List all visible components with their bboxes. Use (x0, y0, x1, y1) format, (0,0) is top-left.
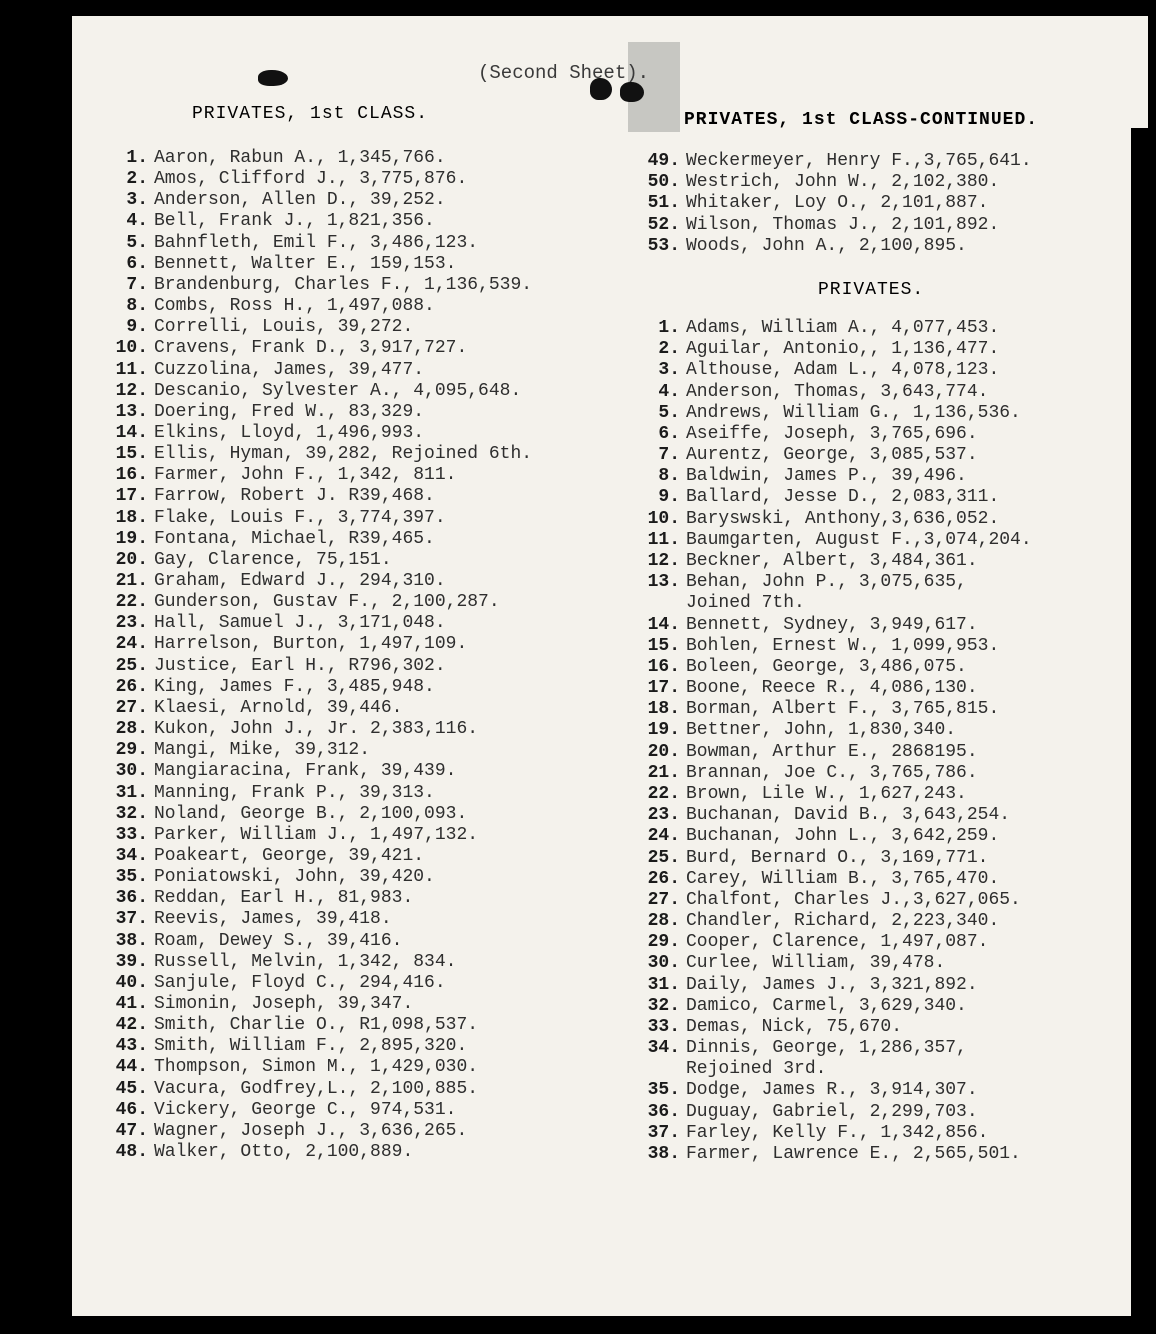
entry-number: 42. (115, 1015, 148, 1036)
pfc-entry (98, 656, 446, 677)
entry-text: Farley, Kelly F., 1,342,856. (686, 1122, 989, 1143)
privates-heading: PRIVATES. (818, 280, 925, 300)
entry-text: Wagner, Joseph J., 3,636,265. (154, 1120, 468, 1141)
entry-number: 4. (126, 211, 148, 232)
pfc-entry (98, 486, 435, 507)
entry-number: 4. (658, 381, 680, 402)
entry-text: Fontana, Michael, R39,465. (154, 528, 435, 549)
entry-number: 26. (115, 676, 148, 697)
pfc-entry (98, 465, 456, 486)
entry-number: 23. (647, 805, 680, 826)
entry-number: 18. (647, 699, 680, 720)
entry-number: 50. (647, 172, 680, 193)
entry-text: Cooper, Clarence, 1,497,087. (686, 932, 989, 953)
entry-text: Farrow, Robert J. R39,468. (154, 486, 435, 507)
entry-text: Andrews, William G., 1,136,536. (686, 402, 1021, 423)
pfc-entry (98, 634, 467, 655)
private-entry (630, 1144, 1021, 1165)
entry-text: Westrich, John W., 2,102,380. (686, 172, 1000, 193)
entry-text: Baryswski, Anthony,3,636,052. (686, 508, 1000, 529)
private-entry (630, 1123, 988, 1144)
pfc-entry (98, 1079, 478, 1100)
entry-number: 29. (647, 932, 680, 953)
entry-text: Roam, Dewey S., 39,416. (154, 930, 403, 951)
entry-number: 47. (115, 1120, 148, 1141)
private-entry (630, 509, 999, 530)
entry-text: Smith, William F., 2,895,320. (154, 1036, 468, 1057)
entry-text: Woods, John A., 2,100,895. (686, 235, 967, 256)
pfc-entry (98, 296, 435, 317)
private-entry (630, 424, 978, 445)
pfc-entry (98, 529, 435, 550)
entry-number: 9. (126, 317, 148, 338)
entry-text: Combs, Ross H., 1,497,088. (154, 296, 435, 317)
entry-text: Bennett, Sydney, 3,949,617. (686, 614, 978, 635)
ink-blot-title-2 (620, 82, 644, 102)
entry-text: King, James F., 3,485,948. (154, 676, 435, 697)
entry-number: 16. (115, 465, 148, 486)
pfc-entry (98, 719, 478, 740)
entry-text: Parker, William J., 1,497,132. (154, 824, 479, 845)
entry-text: Whitaker, Loy O., 2,101,887. (686, 193, 989, 214)
entry-number: 16. (647, 656, 680, 677)
entry-text: Althouse, Adam L., 4,078,123. (686, 360, 1000, 381)
entry-number: 2. (658, 339, 680, 360)
private-entry (630, 826, 999, 847)
pfc-entry (98, 233, 478, 254)
private-entry (630, 445, 978, 466)
private-entry (630, 1017, 902, 1038)
entry-text: Weckermeyer, Henry F.,3,765,641. (686, 151, 1032, 171)
pfc-entry (98, 909, 392, 930)
page-edge-shadow (1131, 128, 1156, 1334)
entry-text: Mangi, Mike, 39,312. (154, 740, 371, 761)
entry-number: 51. (647, 193, 680, 214)
entry-text: Bohlen, Ernest W., 1,099,953. (686, 635, 1000, 656)
entry-number: 49. (647, 151, 680, 171)
entry-number: 3. (126, 190, 148, 211)
entry-number: 5. (658, 402, 680, 423)
pfc-entry (98, 444, 532, 465)
entry-number: 36. (115, 888, 148, 909)
entry-number: 10. (115, 338, 148, 359)
entry-text: Boleen, George, 3,486,075. (686, 656, 967, 677)
pfc-entry (98, 190, 446, 211)
entry-number: 52. (647, 214, 680, 235)
entry-number: 29. (115, 740, 148, 761)
entry-text: Farmer, Lawrence E., 2,565,501. (686, 1144, 1021, 1165)
entry-number: 46. (115, 1099, 148, 1120)
entry-number: 1. (126, 148, 148, 168)
private-entry (630, 1080, 978, 1101)
entry-text: Beckner, Albert, 3,484,361. (686, 550, 978, 571)
entry-number: 14. (647, 614, 680, 635)
entry-number: 24. (115, 634, 148, 655)
entry-text: Aseiffe, Joseph, 3,765,696. (686, 423, 978, 444)
entry-number: 30. (115, 761, 148, 782)
entry-number: 37. (115, 909, 148, 930)
private-entry (630, 572, 967, 593)
private-entry (630, 339, 999, 360)
private-entry (630, 699, 999, 720)
private-entry (630, 869, 999, 890)
entry-text: Doering, Fred W., 83,329. (154, 401, 425, 422)
entry-number: 35. (115, 867, 148, 888)
private-entry-continuation: Joined 7th. (686, 593, 805, 614)
private-entry (630, 318, 999, 339)
entry-number: 44. (115, 1057, 148, 1078)
private-entry (630, 403, 1021, 424)
entry-text: Anderson, Allen D., 39,252. (154, 190, 446, 211)
private-entry (630, 551, 978, 572)
entry-number: 19. (115, 528, 148, 549)
entry-number: 22. (647, 783, 680, 804)
pfc-entry (98, 952, 456, 973)
entry-number: 21. (647, 762, 680, 783)
pfc-entry (98, 211, 435, 232)
entry-text: Graham, Edward J., 294,310. (154, 571, 446, 591)
entry-number: 37. (647, 1122, 680, 1143)
entry-text: Burd, Bernard O., 3,169,771. (686, 847, 989, 868)
private-entry-continuation: Rejoined 3rd. (686, 1059, 827, 1080)
entry-text: Brown, Lile W., 1,627,243. (686, 783, 967, 804)
entry-number: 13. (647, 572, 680, 593)
private-entry (630, 890, 1021, 911)
entry-text: Sanjule, Floyd C., 294,416. (154, 972, 446, 993)
entry-text: Bowman, Arthur E., 2868195. (686, 741, 978, 762)
entry-text: Daily, James J., 3,321,892. (686, 974, 978, 995)
ink-blot-left (258, 70, 288, 86)
entry-number: 33. (647, 1016, 680, 1037)
entry-text: Mangiaracina, Frank, 39,439. (154, 761, 457, 782)
entry-number: 11. (115, 359, 148, 380)
pfc-continued-entry (630, 193, 988, 214)
entry-number: 39. (115, 951, 148, 972)
entry-text: Bettner, John, 1,830,340. (686, 720, 957, 741)
pfc-entry (98, 846, 424, 867)
entry-text: Aguilar, Antonio,, 1,136,477. (686, 339, 1000, 360)
entry-number: 3. (658, 360, 680, 381)
pfc-continued-entry (630, 236, 967, 257)
pfc-entry (98, 338, 467, 359)
entry-number: 10. (647, 508, 680, 529)
entry-number: 21. (115, 571, 148, 591)
entry-text: Adams, William A., 4,077,453. (686, 318, 1000, 338)
entry-number: 20. (647, 741, 680, 762)
entry-text: Demas, Nick, 75,670. (686, 1016, 903, 1037)
entry-text: Damico, Carmel, 3,629,340. (686, 995, 967, 1016)
pfc-entry (98, 677, 435, 698)
entry-number: 45. (115, 1078, 148, 1099)
pfc-entry (98, 592, 500, 613)
entry-number: 26. (647, 868, 680, 889)
entry-text: Russell, Melvin, 1,342, 834. (154, 951, 457, 972)
pfc-continued-entry (630, 215, 999, 236)
pfc-entry (98, 275, 532, 296)
pfc-entry (98, 169, 467, 190)
entry-number: 25. (115, 655, 148, 676)
entry-text: Amos, Clifford J., 3,775,876. (154, 169, 468, 190)
pfc-entry (98, 1057, 478, 1078)
pfc-entry (98, 804, 467, 825)
entry-text: Thompson, Simon M., 1,429,030. (154, 1057, 479, 1078)
pfc-entry (98, 867, 435, 888)
entry-text: Correlli, Louis, 39,272. (154, 317, 414, 338)
entry-number: 8. (126, 296, 148, 317)
entry-text: Manning, Frank P., 39,313. (154, 782, 435, 803)
entry-text: Ballard, Jesse D., 2,083,311. (686, 487, 1000, 508)
pfc-entry (98, 888, 413, 909)
entry-number: 34. (647, 1038, 680, 1059)
entry-text: Walker, Otto, 2,100,889. (154, 1142, 414, 1163)
entry-number: 28. (115, 719, 148, 740)
pfc-entry (98, 994, 413, 1015)
pfc-entry (98, 1100, 456, 1121)
pfc-entry (98, 360, 424, 381)
pfc-entry (98, 740, 370, 761)
entry-text: Duguay, Gabriel, 2,299,703. (686, 1101, 978, 1122)
entry-text: Descanio, Sylvester A., 4,095,648. (154, 380, 522, 401)
entry-text: Aaron, Rabun A., 1,345,766. (154, 148, 446, 168)
entry-number: 8. (658, 466, 680, 487)
entry-number: 6. (126, 253, 148, 274)
private-entry (630, 530, 1032, 551)
entry-text: Elkins, Lloyd, 1,496,993. (154, 422, 425, 443)
entry-number: 38. (115, 930, 148, 951)
entry-text: Kukon, John J., Jr. 2,383,116. (154, 719, 479, 740)
entry-text: Simonin, Joseph, 39,347. (154, 994, 414, 1014)
entry-text: Carey, William B., 3,765,470. (686, 868, 1000, 889)
entry-number: 15. (647, 635, 680, 656)
pfc-entry (98, 254, 456, 275)
pfc-continued-entry (630, 151, 1032, 172)
entry-text: Hall, Samuel J., 3,171,048. (154, 613, 446, 634)
pfc-entry (98, 761, 456, 782)
entry-number: 24. (647, 826, 680, 847)
entry-number: 6. (658, 423, 680, 444)
entry-text: Anderson, Thomas, 3,643,774. (686, 381, 989, 402)
entry-text: Vacura, Godfrey,L., 2,100,885. (154, 1078, 479, 1099)
private-entry (630, 1102, 978, 1123)
entry-text: Buchanan, David B., 3,643,254. (686, 805, 1011, 826)
pfc-entry (98, 423, 424, 444)
pfc-entry (98, 317, 413, 338)
entry-number: 40. (115, 972, 148, 993)
entry-number: 5. (126, 232, 148, 253)
entry-number: 17. (647, 678, 680, 699)
entry-number: 12. (647, 550, 680, 571)
entry-text: Chandler, Richard, 2,223,340. (686, 911, 1000, 932)
private-entry (630, 975, 978, 996)
entry-number: 36. (647, 1101, 680, 1122)
entry-text: Bell, Frank J., 1,821,356. (154, 211, 435, 232)
entry-number: 15. (115, 444, 148, 465)
private-entry (630, 360, 999, 381)
entry-text: Reddan, Earl H., 81,983. (154, 888, 414, 909)
entry-text: Farmer, John F., 1,342, 811. (154, 465, 457, 486)
private-entry (630, 742, 978, 763)
entry-text: Borman, Albert F., 3,765,815. (686, 699, 1000, 720)
entry-text: Behan, John P., 3,075,635, (686, 572, 967, 593)
entry-number: 11. (647, 529, 680, 550)
pfc-entry (98, 402, 424, 423)
entry-number: 25. (647, 847, 680, 868)
entry-text: Boone, Reece R., 4,086,130. (686, 678, 978, 699)
left-heading: PRIVATES, 1st CLASS. (192, 104, 429, 124)
entry-text: Aurentz, George, 3,085,537. (686, 445, 978, 466)
entry-text: Brandenburg, Charles F., 1,136,539. (154, 274, 533, 295)
entry-number: 14. (115, 422, 148, 443)
entry-text: Noland, George B., 2,100,093. (154, 803, 468, 824)
entry-text: Baumgarten, August F.,3,074,204. (686, 529, 1032, 550)
entry-text: Reevis, James, 39,418. (154, 909, 392, 930)
entry-text: Bennett, Walter E., 159,153. (154, 253, 457, 274)
entry-text: Poniatowski, John, 39,420. (154, 867, 435, 888)
entry-number: 27. (115, 697, 148, 718)
entry-number: 34. (115, 845, 148, 866)
entry-text: Vickery, George C., 974,531. (154, 1099, 457, 1120)
entry-number: 53. (647, 235, 680, 256)
entry-text: Gunderson, Gustav F., 2,100,287. (154, 592, 500, 613)
entry-text: Ellis, Hyman, 39,282, Rejoined 6th. (154, 444, 533, 465)
entry-text: Smith, Charlie O., R1,098,537. (154, 1015, 479, 1036)
private-entry (630, 636, 999, 657)
pfc-entry (98, 613, 446, 634)
entry-number: 1. (658, 318, 680, 338)
entry-text: Brannan, Joe C., 3,765,786. (686, 762, 978, 783)
entry-text: Flake, Louis F., 3,774,397. (154, 507, 446, 528)
private-entry (630, 382, 988, 403)
pfc-entry (98, 1015, 478, 1036)
pfc-entry (98, 1121, 467, 1142)
entry-text: Curlee, William, 39,478. (686, 953, 946, 974)
entry-text: Harrelson, Burton, 1,497,109. (154, 634, 468, 655)
sheet-title: (Second Sheet). (478, 62, 650, 84)
entry-number: 2. (126, 169, 148, 190)
entry-number: 32. (115, 803, 148, 824)
pfc-entry (98, 698, 402, 719)
entry-number: 41. (115, 994, 148, 1014)
entry-number: 18. (115, 507, 148, 528)
private-entry (630, 953, 945, 974)
private-entry (630, 1038, 967, 1059)
entry-text: Buchanan, John L., 3,642,259. (686, 826, 1000, 847)
pfc-entry (98, 381, 521, 402)
entry-text: Baldwin, James P., 39,496. (686, 466, 967, 487)
pfc-entry (98, 973, 446, 994)
pfc-entry (98, 825, 478, 846)
pfc-entry (98, 571, 446, 592)
pfc-entry (98, 508, 446, 529)
private-entry (630, 678, 978, 699)
entry-number: 22. (115, 592, 148, 613)
entry-number: 13. (115, 401, 148, 422)
pfc-entry (98, 931, 402, 952)
entry-number: 9. (658, 487, 680, 508)
pfc-entry (98, 550, 392, 571)
right-heading: PRIVATES, 1st CLASS-CONTINUED. (684, 110, 1039, 130)
private-entry (630, 848, 988, 869)
entry-text: Cuzzolina, James, 39,477. (154, 359, 425, 380)
entry-number: 28. (647, 911, 680, 932)
private-entry (630, 932, 988, 953)
entry-text: Dodge, James R., 3,914,307. (686, 1080, 978, 1101)
entry-text: Justice, Earl H., R796,302. (154, 655, 446, 676)
private-entry (630, 996, 967, 1017)
pfc-continued-entry (630, 172, 999, 193)
entry-number: 31. (647, 974, 680, 995)
entry-number: 38. (647, 1144, 680, 1165)
entry-text: Chalfont, Charles J.,3,627,065. (686, 889, 1021, 910)
entry-number: 35. (647, 1080, 680, 1101)
private-entry (630, 784, 967, 805)
entry-text: Poakeart, George, 39,421. (154, 845, 425, 866)
entry-number: 17. (115, 486, 148, 507)
private-entry (630, 763, 978, 784)
pfc-entry (98, 783, 435, 804)
entry-text: Wilson, Thomas J., 2,101,892. (686, 214, 1000, 235)
entry-text: Klaesi, Arnold, 39,446. (154, 697, 403, 718)
private-entry (630, 615, 978, 636)
private-entry (630, 466, 967, 487)
entry-number: 32. (647, 995, 680, 1016)
entry-text: Cravens, Frank D., 3,917,727. (154, 338, 468, 359)
entry-number: 19. (647, 720, 680, 741)
entry-number: 23. (115, 613, 148, 634)
entry-number: 31. (115, 782, 148, 803)
entry-number: 7. (126, 274, 148, 295)
pfc-entry (98, 1036, 467, 1057)
private-entry (630, 487, 999, 508)
entry-number: 43. (115, 1036, 148, 1057)
pfc-entry (98, 148, 446, 169)
entry-number: 48. (115, 1142, 148, 1163)
private-entry (630, 720, 956, 741)
entry-text: Gay, Clarence, 75,151. (154, 549, 392, 570)
entry-number: 33. (115, 824, 148, 845)
private-entry (630, 657, 967, 678)
private-entry (630, 805, 1010, 826)
entry-number: 12. (115, 380, 148, 401)
entry-text: Dinnis, George, 1,286,357, (686, 1038, 967, 1059)
entry-number: 20. (115, 549, 148, 570)
entry-text: Bahnfleth, Emil F., 3,486,123. (154, 232, 479, 253)
private-entry (630, 911, 999, 932)
pfc-entry (98, 1142, 413, 1163)
entry-number: 27. (647, 889, 680, 910)
entry-number: 30. (647, 953, 680, 974)
entry-number: 7. (658, 445, 680, 466)
